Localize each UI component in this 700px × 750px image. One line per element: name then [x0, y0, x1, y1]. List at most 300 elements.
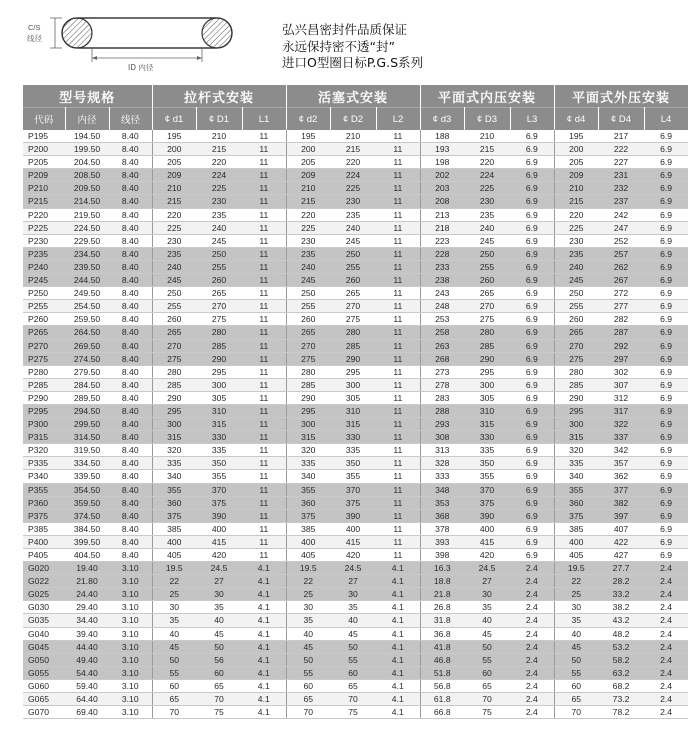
cross-section-left — [62, 18, 92, 48]
table-cell: 355 — [554, 483, 598, 496]
table-cell: P260 — [23, 313, 65, 326]
table-cell: 275 — [330, 313, 376, 326]
table-cell: 333 — [420, 470, 464, 483]
table-cell: 50 — [554, 653, 598, 666]
table-cell: 46.8 — [420, 653, 464, 666]
table-cell: 35 — [152, 614, 196, 627]
table-cell: 6.9 — [644, 496, 688, 509]
table-cell: 225 — [196, 182, 242, 195]
table-cell: 11 — [242, 391, 286, 404]
table-cell: 253 — [420, 313, 464, 326]
table-cell: 4.1 — [242, 627, 286, 640]
table-cell: 6.9 — [644, 130, 688, 143]
table-cell: 400 — [330, 522, 376, 535]
table-cell: 75 — [464, 706, 510, 719]
table-cell: 264.50 — [65, 326, 109, 339]
table-cell: 255 — [152, 300, 196, 313]
o-ring-spec-table — [23, 85, 689, 719]
table-cell: 259.50 — [65, 313, 109, 326]
column-header: 代码 — [23, 108, 65, 131]
table-cell: P355 — [23, 483, 65, 496]
column-header: 线径 — [109, 108, 152, 131]
table-cell: 8.40 — [109, 287, 152, 300]
table-cell: 56.8 — [420, 679, 464, 692]
table-cell: 400 — [464, 522, 510, 535]
table-cell: 70 — [286, 706, 330, 719]
table-cell: P270 — [23, 339, 65, 352]
table-cell: 335 — [464, 444, 510, 457]
table-cell: 2.4 — [644, 640, 688, 653]
table-cell: 6.9 — [644, 483, 688, 496]
table-cell: 50 — [286, 653, 330, 666]
table-cell: 64.40 — [65, 693, 109, 706]
table-cell: 25 — [152, 588, 196, 601]
table-cell: 75 — [330, 706, 376, 719]
table-cell: 210 — [152, 182, 196, 195]
table-cell: 40 — [286, 627, 330, 640]
table-cell: 274.50 — [65, 352, 109, 365]
table-cell: 262 — [598, 260, 644, 273]
table-cell: 420 — [196, 549, 242, 562]
table-cell: 250 — [196, 247, 242, 260]
table-cell: 340 — [152, 470, 196, 483]
table-cell: 195 — [152, 130, 196, 143]
table-cell: 398 — [420, 549, 464, 562]
table-cell: 2.4 — [644, 693, 688, 706]
column-header: ¢ D3 — [464, 108, 510, 131]
table-cell: 245 — [196, 234, 242, 247]
table-cell: 335 — [286, 457, 330, 470]
table-cell: 260 — [330, 274, 376, 287]
table-cell: 405 — [286, 549, 330, 562]
table-cell: 244.50 — [65, 274, 109, 287]
table-cell: 204.50 — [65, 156, 109, 169]
table-cell: 250 — [464, 247, 510, 260]
table-cell: 335 — [196, 444, 242, 457]
table-cell: 378 — [420, 522, 464, 535]
table-cell: 245 — [286, 274, 330, 287]
table-cell: 313 — [420, 444, 464, 457]
table-cell: 6.9 — [644, 260, 688, 273]
table-cell: 280 — [330, 326, 376, 339]
table-cell: 4.1 — [242, 601, 286, 614]
table-cell: 315 — [464, 418, 510, 431]
table-cell: 400 — [286, 535, 330, 548]
table-cell: P230 — [23, 234, 65, 247]
table-cell: 290 — [464, 352, 510, 365]
table-cell: 50 — [464, 640, 510, 653]
table-cell: 407 — [598, 522, 644, 535]
table-cell: 400 — [152, 535, 196, 548]
table-cell: P360 — [23, 496, 65, 509]
table-cell: 65 — [196, 679, 242, 692]
table-cell: 40 — [554, 627, 598, 640]
table-cell: 374.50 — [65, 509, 109, 522]
cs-label: C/S — [28, 23, 41, 32]
table-cell: 3.10 — [109, 706, 152, 719]
table-row — [23, 169, 688, 182]
column-header: L1 — [242, 108, 286, 131]
table-cell: G060 — [23, 679, 65, 692]
table-cell: 6.9 — [644, 444, 688, 457]
table-cell: 11 — [376, 352, 420, 365]
table-cell: 348 — [420, 483, 464, 496]
table-cell: P385 — [23, 522, 65, 535]
table-cell: 330 — [196, 431, 242, 444]
group-header-spec: 型号规格 — [23, 85, 152, 108]
table-cell: 40 — [464, 614, 510, 627]
table-cell: 275 — [464, 313, 510, 326]
table-cell: 6.9 — [644, 195, 688, 208]
table-cell: 4.1 — [242, 679, 286, 692]
table-cell: 59.40 — [65, 679, 109, 692]
table-row — [23, 378, 688, 391]
table-cell: 385 — [286, 522, 330, 535]
table-cell: P265 — [23, 326, 65, 339]
group-header-face-external: 平面式外压安装 — [554, 85, 688, 108]
table-cell: 382 — [598, 496, 644, 509]
table-cell: 8.40 — [109, 496, 152, 509]
table-cell: 60 — [286, 679, 330, 692]
table-cell: 6.9 — [510, 260, 554, 273]
table-cell: 237 — [598, 195, 644, 208]
table-cell: 270 — [152, 339, 196, 352]
table-cell: 2.4 — [510, 666, 554, 679]
table-cell: 34.40 — [65, 614, 109, 627]
table-cell: 339.50 — [65, 470, 109, 483]
table-row — [23, 483, 688, 496]
table-cell: 415 — [464, 535, 510, 548]
table-cell: 214.50 — [65, 195, 109, 208]
table-cell: 6.9 — [644, 326, 688, 339]
headline-line-3: 进口O型圈日标P.G.S系列 — [282, 55, 423, 70]
table-cell: 260 — [196, 274, 242, 287]
table-cell: 11 — [242, 169, 286, 182]
table-cell: 8.40 — [109, 143, 152, 156]
table-cell: 242 — [598, 208, 644, 221]
table-cell: 30 — [196, 588, 242, 601]
table-cell: 334.50 — [65, 457, 109, 470]
table-cell: 6.9 — [644, 156, 688, 169]
table-row — [23, 234, 688, 247]
table-row — [23, 208, 688, 221]
table-row — [23, 352, 688, 365]
table-cell: 222 — [598, 143, 644, 156]
table-cell: 6.9 — [644, 404, 688, 417]
table-cell: 45 — [554, 640, 598, 653]
table-cell: 11 — [376, 130, 420, 143]
table-cell: 3.10 — [109, 653, 152, 666]
table-cell: 208.50 — [65, 169, 109, 182]
table-cell: 2.4 — [510, 575, 554, 588]
table-row — [23, 195, 688, 208]
headline — [282, 22, 423, 72]
table-cell: 360 — [152, 496, 196, 509]
table-cell: 400 — [554, 535, 598, 548]
table-cell: 40 — [152, 627, 196, 640]
table-cell: 6.9 — [644, 535, 688, 548]
table-cell: 427 — [598, 549, 644, 562]
table-cell: 290 — [554, 391, 598, 404]
table-cell: 11 — [376, 483, 420, 496]
table-cell: 359.50 — [65, 496, 109, 509]
table-cell: G020 — [23, 562, 65, 575]
table-cell: 58.2 — [598, 653, 644, 666]
table-cell: 8.40 — [109, 457, 152, 470]
table-cell: 8.40 — [109, 300, 152, 313]
table-row — [23, 549, 688, 562]
table-cell: 11 — [376, 404, 420, 417]
table-cell: 8.40 — [109, 418, 152, 431]
table-cell: 11 — [242, 130, 286, 143]
table-cell: 227 — [598, 156, 644, 169]
table-row — [23, 535, 688, 548]
table-cell: 22 — [286, 575, 330, 588]
table-cell: 11 — [376, 274, 420, 287]
table-cell: 4.1 — [242, 666, 286, 679]
table-cell: 55 — [464, 653, 510, 666]
table-cell: 30 — [554, 601, 598, 614]
table-cell: 6.9 — [644, 247, 688, 260]
table-cell: 354.50 — [65, 483, 109, 496]
table-cell: 24.40 — [65, 588, 109, 601]
table-cell: 2.4 — [644, 666, 688, 679]
table-cell: 375 — [554, 509, 598, 522]
table-cell: 234.50 — [65, 247, 109, 260]
table-cell: 280 — [464, 326, 510, 339]
table-cell: 6.9 — [644, 391, 688, 404]
table-cell: 278 — [420, 378, 464, 391]
table-row — [23, 496, 688, 509]
table-cell: 4.1 — [242, 640, 286, 653]
table-cell: 270 — [196, 300, 242, 313]
table-cell: 8.40 — [109, 339, 152, 352]
table-cell: 275 — [554, 352, 598, 365]
table-cell: 375 — [330, 496, 376, 509]
table-cell: 11 — [242, 234, 286, 247]
table-cell: 2.4 — [644, 601, 688, 614]
table-row — [23, 457, 688, 470]
column-header: ¢ d3 — [420, 108, 464, 131]
table-cell: G070 — [23, 706, 65, 719]
table-cell: 11 — [376, 418, 420, 431]
table-cell: 370 — [196, 483, 242, 496]
table-cell: 360 — [286, 496, 330, 509]
table-cell: 300 — [330, 378, 376, 391]
table-cell: 53.2 — [598, 640, 644, 653]
table-cell: 215 — [330, 143, 376, 156]
table-cell: 315 — [152, 431, 196, 444]
table-cell: 210 — [554, 182, 598, 195]
table-cell: 245 — [464, 234, 510, 247]
table-row — [23, 247, 688, 260]
table-cell: 188 — [420, 130, 464, 143]
table-row — [23, 274, 688, 287]
table-cell: 8.40 — [109, 509, 152, 522]
table-cell: 210 — [464, 130, 510, 143]
table-cell: 6.9 — [510, 431, 554, 444]
table-cell: 11 — [242, 431, 286, 444]
table-cell: 3.10 — [109, 588, 152, 601]
table-cell: 302 — [598, 365, 644, 378]
table-cell: 200 — [152, 143, 196, 156]
table-cell: 27 — [464, 575, 510, 588]
table-cell: 6.9 — [510, 274, 554, 287]
table-cell: 60 — [330, 666, 376, 679]
table-cell: 27 — [330, 575, 376, 588]
table-cell: 11 — [376, 326, 420, 339]
table-cell: 6.9 — [644, 431, 688, 444]
table-cell: 2.4 — [644, 627, 688, 640]
table-cell: 353 — [420, 496, 464, 509]
table-cell: 283 — [420, 391, 464, 404]
table-row — [23, 601, 688, 614]
column-header: ¢ D2 — [330, 108, 376, 131]
table-row — [23, 640, 688, 653]
group-header-row — [23, 85, 688, 108]
table-cell: 248 — [420, 300, 464, 313]
table-cell: 73.2 — [598, 693, 644, 706]
table-row — [23, 575, 688, 588]
table-cell: P335 — [23, 457, 65, 470]
table-cell: 220 — [554, 208, 598, 221]
group-header-piston: 活塞式安装 — [286, 85, 420, 108]
table-cell: 277 — [598, 300, 644, 313]
table-cell: 280 — [152, 365, 196, 378]
table-cell: 65 — [554, 693, 598, 706]
table-cell: 265 — [152, 326, 196, 339]
table-cell: 377 — [598, 483, 644, 496]
table-row — [23, 339, 688, 352]
table-cell: 60 — [196, 666, 242, 679]
table-cell: 252 — [598, 234, 644, 247]
table-cell: 245 — [554, 274, 598, 287]
table-cell: 24.5 — [330, 562, 376, 575]
table-cell: 60 — [152, 679, 196, 692]
table-cell: 11 — [242, 300, 286, 313]
table-cell: 22 — [554, 575, 598, 588]
table-cell: 220 — [196, 156, 242, 169]
table-cell: 6.9 — [510, 247, 554, 260]
table-cell: 232 — [598, 182, 644, 195]
table-cell: P285 — [23, 378, 65, 391]
column-header: L2 — [376, 108, 420, 131]
table-cell: 245 — [152, 274, 196, 287]
cross-section-right — [202, 18, 232, 48]
table-cell: 6.9 — [510, 143, 554, 156]
table-cell: 308 — [420, 431, 464, 444]
table-cell: 294.50 — [65, 404, 109, 417]
table-cell: 295 — [330, 365, 376, 378]
table-cell: 6.9 — [644, 457, 688, 470]
table-cell: 6.9 — [510, 418, 554, 431]
table-cell: 8.40 — [109, 260, 152, 273]
table-cell: 8.40 — [109, 444, 152, 457]
table-cell: 6.9 — [510, 326, 554, 339]
table-cell: 305 — [464, 391, 510, 404]
table-cell: 2.4 — [644, 614, 688, 627]
table-cell: 2.4 — [644, 575, 688, 588]
column-header: ¢ d4 — [554, 108, 598, 131]
table-cell: 209 — [152, 169, 196, 182]
table-cell: 39.40 — [65, 627, 109, 640]
table-cell: 270 — [330, 300, 376, 313]
headline-line-2: 永远保持密不透“封” — [282, 38, 395, 54]
table-cell: P215 — [23, 195, 65, 208]
table-cell: 400 — [196, 522, 242, 535]
table-cell: 6.9 — [510, 169, 554, 182]
table-cell: 6.9 — [644, 300, 688, 313]
table-cell: 11 — [376, 391, 420, 404]
table-cell: 3.10 — [109, 614, 152, 627]
table-cell: 224 — [464, 169, 510, 182]
table-cell: 215 — [554, 195, 598, 208]
table-cell: 2.4 — [510, 588, 554, 601]
table-cell: 285 — [330, 339, 376, 352]
table-cell: 385 — [554, 522, 598, 535]
table-cell: 18.8 — [420, 575, 464, 588]
table-cell: 22 — [152, 575, 196, 588]
table-cell: 295 — [554, 404, 598, 417]
table-cell: 6.9 — [644, 182, 688, 195]
table-cell: 60 — [464, 666, 510, 679]
table-cell: 230 — [152, 234, 196, 247]
table-cell: 11 — [376, 522, 420, 535]
table-cell: 6.9 — [644, 313, 688, 326]
table-cell: 6.9 — [644, 549, 688, 562]
table-row — [23, 182, 688, 195]
table-row — [23, 404, 688, 417]
table-row — [23, 706, 688, 719]
table-cell: 8.40 — [109, 549, 152, 562]
table-cell: 370 — [464, 483, 510, 496]
table-cell: 6.9 — [644, 169, 688, 182]
table-cell: 280 — [196, 326, 242, 339]
table-cell: 293 — [420, 418, 464, 431]
table-cell: 6.9 — [510, 496, 554, 509]
table-cell: 11 — [242, 313, 286, 326]
table-cell: 27.7 — [598, 562, 644, 575]
table-cell: P275 — [23, 352, 65, 365]
table-cell: 38.2 — [598, 601, 644, 614]
table-cell: 340 — [554, 470, 598, 483]
table-cell: 8.40 — [109, 326, 152, 339]
table-cell: 335 — [330, 444, 376, 457]
table-cell: 260 — [286, 313, 330, 326]
table-cell: 405 — [554, 549, 598, 562]
table-cell: 11 — [242, 195, 286, 208]
table-cell: 30 — [286, 601, 330, 614]
table-cell: P225 — [23, 221, 65, 234]
table-cell: 220 — [286, 208, 330, 221]
table-cell: 8.40 — [109, 169, 152, 182]
table-cell: 263 — [420, 339, 464, 352]
table-cell: 2.4 — [644, 588, 688, 601]
table-cell: 55 — [554, 666, 598, 679]
table-cell: 11 — [242, 339, 286, 352]
table-cell: 11 — [242, 365, 286, 378]
table-cell: 2.4 — [644, 679, 688, 692]
table-cell: 310 — [464, 404, 510, 417]
table-cell: 8.40 — [109, 208, 152, 221]
table-cell: 2.4 — [510, 627, 554, 640]
table-cell: 4.1 — [376, 627, 420, 640]
table-cell: P290 — [23, 391, 65, 404]
table-cell: P255 — [23, 300, 65, 313]
table-cell: P240 — [23, 260, 65, 273]
table-cell: 11 — [376, 313, 420, 326]
table-cell: 6.9 — [644, 234, 688, 247]
